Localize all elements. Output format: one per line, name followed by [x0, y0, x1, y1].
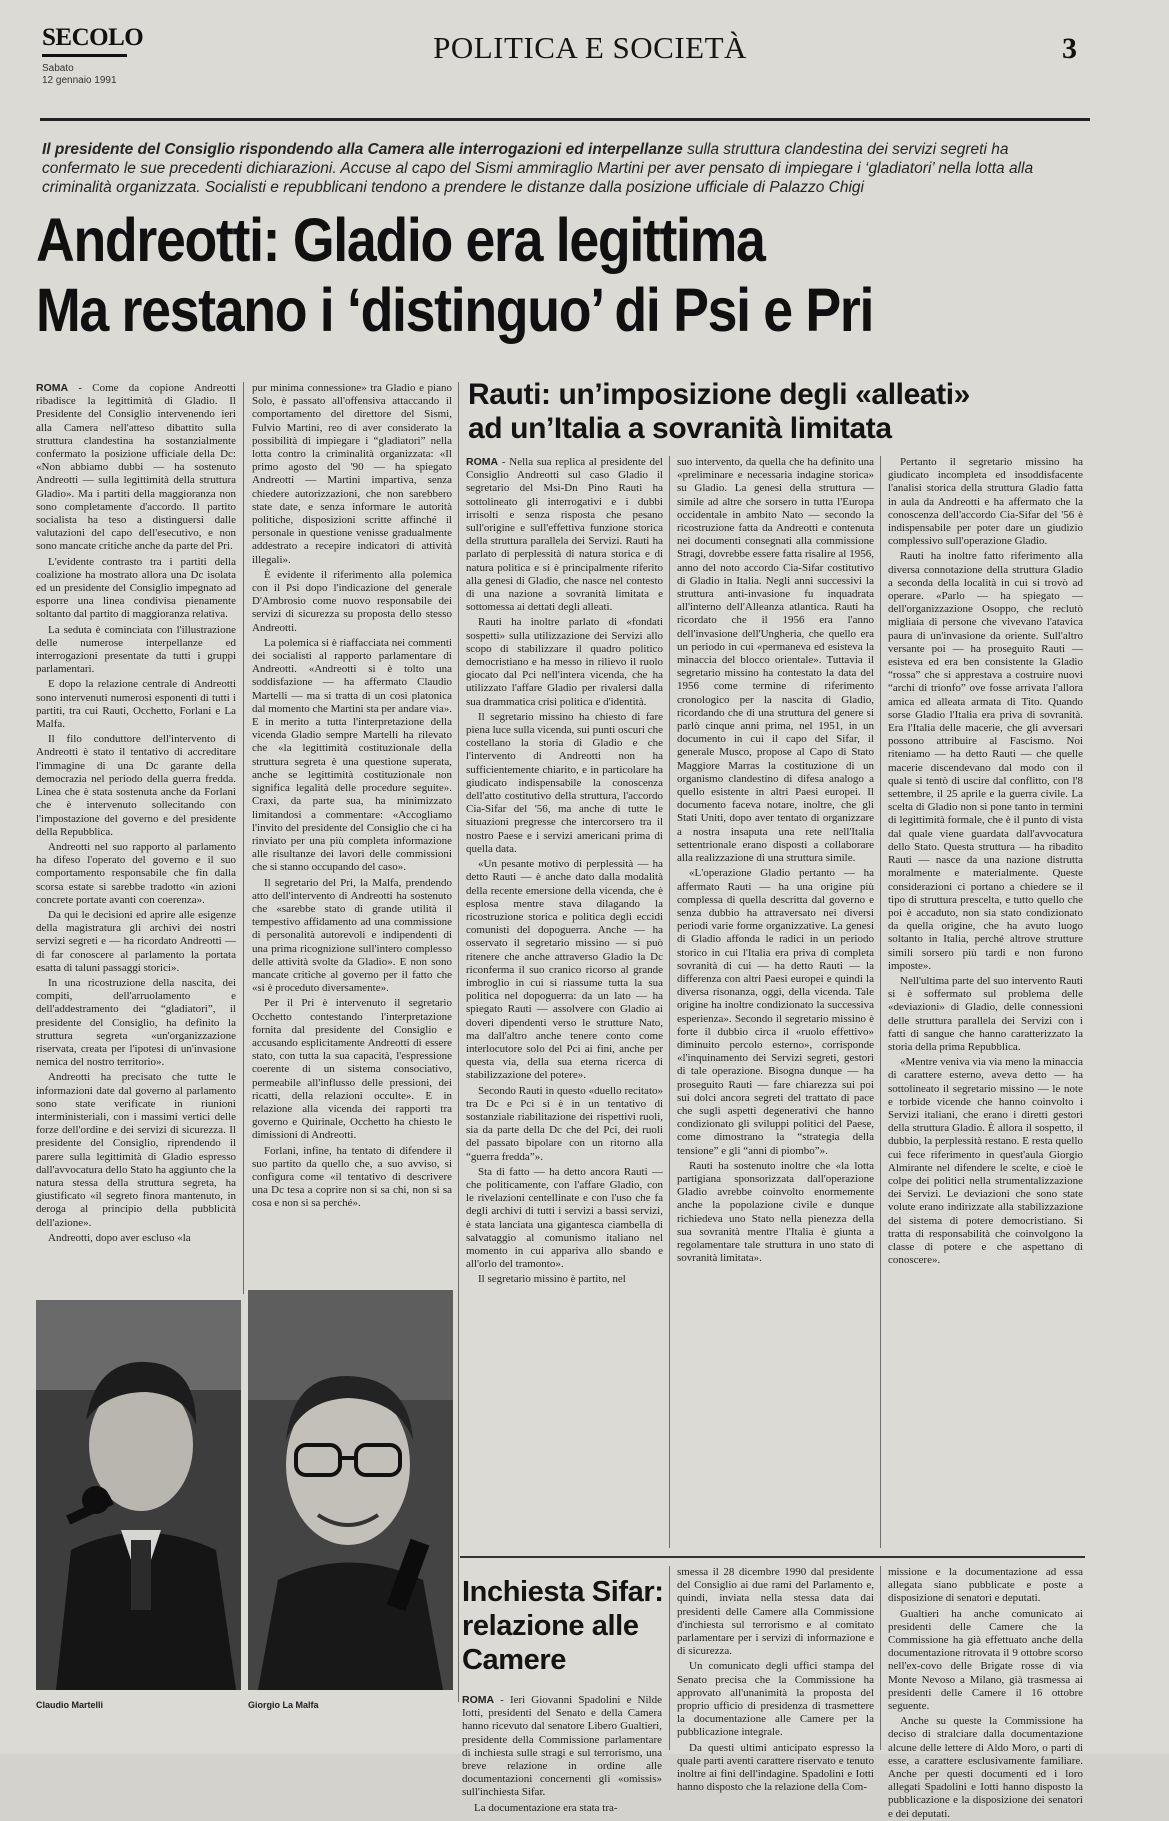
headline-line-2: Ma restano i ‘distinguo’ di Psi e Pri	[36, 276, 874, 344]
sifar-column-3	[888, 1566, 1083, 1820]
paragraph: E dopo la relazione centrale di Andreotti sono intervenuti numerosi esponenti di tutti i partiti, tra cui Rauti, Occhetto, Forlani e La Malfa.	[36, 678, 236, 731]
column-rule	[458, 382, 459, 1702]
paragraph: «Mentre veniva via via meno la minaccia di carattere esterno, aveva detto — ha sottolineato il segretario missino — le note e torbide vicende che hanno coinvolto i Servizi italiani, che erano i diretti gestori della struttura Gladio. È allora il sospetto, il dubbio, la perplessità restano. E resta quello cui fece riferimento in quest'aula Giorgio Almirante nel difendere le scelte, e cioè le colpe dei politici nella strumentalizzazione dei Servizi. Le deviazioni che sono state volute erano indirizzate alla stabilizzazione del sistema di potere democristiano. Si tratta di responsabilità che coinvolgono la classe di potere e che aspettano di conoscere».	[888, 1056, 1083, 1267]
issue-day: Sabato	[42, 63, 74, 74]
dateline: ROMA	[462, 1694, 495, 1706]
page-number: 3	[1062, 32, 1077, 65]
paragraph: Per il Pri è intervenuto il segretario Occhetto contestando l'interpretazione fornita dal presidente del Consiglio e accusando esplicitamente Andreotti di essere stato, con tutta la sua capacità, l'espressione coerente di un sistema consociativo, permeabile all'influsso delle pressioni, dei ricatti, della relazioni occulte». E in relazione alla vicenda dei rapporti tra governo e Quirinale, Occhetto ha chiesto le dimissioni di Andreotti.	[252, 997, 452, 1142]
column-rule	[669, 456, 670, 1548]
paragraph: Il segretario missino è partito, nel	[478, 1273, 626, 1286]
paragraph: In una ricostruzione della nascita, dei compiti, dell'arruolamento e dell'addestramento dei “gladiatori”, il presidente del Consiglio, ha definito la struttura segreta «un'organizzazione riservata, creata per l'ipotesi di un'invasione nemica del nostro territorio».	[36, 976, 236, 1069]
rauti-headline	[468, 378, 1078, 446]
paragraph: Il segretario missino ha chiesto di fare piena luce sulla vicenda, sui punti oscuri che costellano la storia di Gladio e che l'intervento di Andreotti non ha sufficientemente chiarito, e in particolare ha giudicato indispensabile la conoscenza dell'atto costitutivo della struttura, l'accordo Cia-Sifar del '56, ma anche di tutte le situazioni pregresse che intercorsero tra il nostro Paese e i servizi americani prima di quella data.	[466, 710, 663, 855]
newspaper-logo: SECOLO	[42, 24, 144, 51]
photo-caption-right: Giorgio La Malfa	[248, 1700, 319, 1710]
paragraph: Gualtieri ha anche comunicato ai presidenti delle Camere che la Commissione ha già effettuato anche della documentazione ritrovata il 9 ottobre scorso nell'ex-covo delle Brigate rosse di via Monte Nevoso a Milano, già trasmessa ai presidenti delle Camere il 16 ottobre seguente.	[888, 1607, 1083, 1713]
paragraph: Rauti ha inoltre parlato di «fondati sospetti» sulla utilizzazione dei Servizi allo scopo di stabilizzare il quadro politico democristiano e ha messo in rilievo il ruolo giocato dal Pci nell'intera vicenda, che ha utilizzato l'affare Gladio per rivalersi dalla sua drammatica crisi politica e d'identità.	[466, 616, 663, 708]
column-rule	[669, 1566, 670, 1750]
dateline: ROMA	[466, 456, 499, 468]
paragraph: suo intervento, da quella che ha definito una «preliminare e necessaria indagine storica» su Gladio. La genesi della struttura — simile ad altre che sorsero in tutta l'Europa occidentale in ambito Nato — secondo la ricostruzione fatta da Andreotti e contenuta nei documenti consegnati alla commissione Stragi, dovrebbe essere fatta risalire al 1956, anno del noto accordo Cia-Sifar costitutivo di Gladio in Italia. Negli anni successivi la struttura anti-invasione fu inquadrata all'interno dell'Alleanza atlantica. Rauti ha ricordato che il 1956 era l'anno dell'invasione dell'Ungheria, che quello era un periodo in cui «permaneva ed esisteva la minaccia del blocco orientale». Tuttavia il segretario missino ha contestato la data del 1956 come termine di riferimento cronologico per la nascita di Gladio, ricordando che di una struttura del genere si parlò cinque anni prima, nel 1951, in un documento in cui il capo del Sifar, il generale Musco, propose al Capo di Stato Maggiore Marras la costituzione di un organismo clandestino di difesa analogo a quello esistente in altri Paesi europei. Il documento faceva notare, inoltre, che gli Stati Uniti, dopo aver tentato di organizzare a nostra insaputa una rete nell'Italia settentrionale erano disposti a collaborare alla realizzazione di una struttura simile.	[677, 456, 874, 865]
rauti-column-2	[677, 456, 874, 1548]
section-divider	[460, 1556, 1085, 1558]
paragraph: «L'operazione Gladio pertanto — ha affermato Rauti — ha una origine più complessa di quella descritta dal governo e senza dubbio ha attraversato nei diversi periodi varie forme organizzative. La genesi di Gladio affonda le radici in un periodo storico in cui l'Italia era priva di completa sovranità di cui — ha detto Rauti — la differenza con altri Paesi europei e quindi la diversa risonanza, oggi, della vicenda. Tale origine ha inoltre condizionato la successiva esperienza». Secondo il segretario missino è forte il dubbio circa il «ruolo effettivo» diminuito percolo esterno», corrisponde «l'inquinamento dei Servizi segreti, gestori di tale operazione. Bisogna dunque — ha proseguito Rauti — fare chiarezza sui poi sui dolci ancora segreti del trattato di pace che sugli aspetti degenerativi che hanno condizionato gli sviluppi politici del Paese, come dimostrano la “strategia della tensione” e gli “anni di piombo”».	[677, 867, 874, 1157]
paragraph: Andreotti, dopo aver escluso «la	[48, 1231, 191, 1244]
deck-bold: Il presidente del Consiglio rispondendo alla Camera alle interrogazioni ed interpellanze	[42, 141, 683, 158]
paragraph: Un comunicato degli uffici stampa del Senato precisa che la Commissione ha approvato all'unanimità la proposta del proprio ufficio di presidenza di trasmettere la documentazione alle Camere per la pubblicazione integrale.	[677, 1660, 874, 1739]
paragraph: Da qui le decisioni ed aprire alle esigenze della magistratura gli archivi dei nostri servizi segreti e — ha ricordato Andreotti — di far conoscere al parlamento la portata esatta di taluni passaggi storici».	[36, 908, 236, 974]
issue-full-date: 12 gennaio 1991	[42, 75, 117, 86]
paragraph: Da questi ultimi anticipato espresso la quale parti aventi carattere riservato e tenuto inoltre ai fini dell'indagine. Spadolini e Iotti hanno disposto che la relazione della Com-	[677, 1741, 874, 1794]
paragraph: Andreotti nel suo rapporto al parlamento ha difeso l'operato del governo e il suo comportamento responsabile che fin dalla scorsa estate si sarebbe tradotto «in azioni concrete portate avanti con coerenza».	[36, 840, 236, 906]
paragraph: Rauti ha sostenuto inoltre che «la lotta partigiana sponsorizzata dall'operazione Gladio avrebbe coinvolto enormemente anche la popolazione civile e dunque richiedeva uno Stato nella pienezza della sua sovranità mentre l'Italia è giunta a regolamentare tale struttura in uno stato di sovranità limitata».	[677, 1159, 874, 1265]
rauti-column-3	[888, 456, 1083, 1548]
paragraph: ROMA - Nella sua replica al presidente del Consiglio Andreotti sul caso Gladio il segretario del Msi-Dn Pino Rauti ha sottolineato gli interrogativi e i dubbi irrisolti e senza risposta che pesano sull'origine e sull'effettiva funzione storica della struttura parallela dei Servizi. Rauti ha parlato di perplessità di natura storica e di natura politica e si è principalmente riferito alla genesi di Gladio, che nasce nel contesto di una nazione a sovranità limitata e sottomessa ai dettati degli alleati.	[466, 456, 663, 614]
deck-text: sulla struttura clandestina dei servizi segreti ha confermato le sue precedenti dichiarazioni. Accuse al capo del Sismi ammiraglio Martini per aver pensato di impiegare i ‘gladiatori’ nella lotta alla criminalità organizzata. Socialisti e repubblicani tendono a prendere le distanze dalla posizione ufficiale di Palazzo Chigi	[42, 141, 1034, 196]
paragraph: Pertanto il segretario missino ha giudicato incompleta ed insoddisfacente l'analisi storica della struttura Gladio fatta in aula da Andreotti e ha affermato che la conoscenza dell'accordo Cia-Sifar del '56 è indispensabile per poter dare un giudizio complessivo sull'operazione Gladio.	[888, 456, 1083, 548]
paragraph: La documentazione era stata tra-	[474, 1801, 618, 1814]
sifar-column-2	[677, 1566, 874, 1794]
main-article-column-1	[36, 382, 236, 1294]
rauti-headline-line-1: Rauti: un’imposizione degli «alleati»	[468, 378, 970, 411]
paragraph: missione e la documentazione ad essa allegata siano pubblicate e poste a disposizione di senatori e deputati.	[888, 1566, 1083, 1605]
paragraph: La polemica si è riaffacciata nei commenti dei socialisti al rapporto parlamentare di Andreotti. «Andreotti si è tolto una soddisfazione — ha affermato Claudio Martelli — ma si tratta di un così platonica dal momento che Martini sta per andare via». E in merito a tutta l'interpretazione della vicenda Gladio sempre Martelli ha rilevato che «la legittimità costituzionale della struttura segreta è una questione superata, anche se legittimità costituzionale non significa legalità delle procedure seguite». Craxi, da parte sua, ha minimizzato limitandosi a commentare: «Accogliamo l'invito del presidente del Consiglio che ci ha rinviato per una più completa informazione alle risultanze dei lavori delle commissioni che si stanno occupando del caso».	[252, 636, 452, 874]
photo-claudio-martelli	[36, 1300, 241, 1690]
headline-line-1: Andreotti: Gladio era legittima	[36, 206, 765, 274]
portrait-photo	[248, 1290, 453, 1690]
paragraph: L'evidente contrasto tra i partiti della coalizione ha mostrato allora una Dc isolata ed un presidente del Consiglio impegnato ad esporre una linea condivisa pienamente soltanto dal partito di maggioranza relativa.	[36, 555, 236, 621]
paragraph: Forlani, infine, ha tentato di difendere il suo partito da quello che, a suo avviso, si configura come «il tentativo di descrivere una Dc tesa a coprire non si sa chi, non si sa cosa e non si sa perché».	[252, 1144, 452, 1210]
photo-caption-left: Claudio Martelli	[36, 1700, 104, 1710]
issue-date	[42, 63, 117, 87]
paragraph: Nell'ultima parte del suo intervento Rauti si è soffermato sul problema delle «deviazioni» di Gladio, delle connessioni delle struttura parallela dei Servizi con i fatti di sangue che hanno caratterizzato la storia della prima Repubblica.	[888, 974, 1083, 1053]
paragraph: Il filo conduttore dell'intervento di Andreotti è stato il tentativo di accreditare l'immagine di una Dc garante della democrazia nel periodo della guerra fredda. Linea che è stata sostenuta anche da Forlani che è intervenuto sollecitando con l'impostazione del governo e del presidente della Repubblica.	[36, 733, 236, 838]
article-deck	[42, 140, 1062, 197]
section-title: POLITICA E SOCIETÀ	[433, 30, 747, 65]
column-rule	[880, 456, 881, 1548]
rauti-headline-line-2: ad un’Italia a sovranità limitata	[468, 412, 892, 445]
paragraph: Rauti ha inoltre fatto riferimento alla diversa connotazione della struttura Gladio a seconda della località in cui si trovò ad operare. «Parlo — ha spiegato — dell'organizzazione Osoppo, che reclutò migliaia di persone che vivevano l'atavica paura di un'invasione da oriente. Sull'altro versante poi — ha proseguito Rauti — esisteva ed era ben consistente la Gladio “rossa” che si apprestava a costruire nuovi “archi di trionfo” ove fosse arrivata l'allora amica ed alleata armata di Tito. Quando sorse Gladio l'Italia era priva di sovranità. Era l'Italia delle macerie, che gli avversari possono attribuire al Fascismo. Noi riteniamo — ha detto Rauti — che quelle macerie discendevano dal modo con il quale si tentò di uscire dal conflitto, con l'8 settembre, il 25 aprile e la guerra civile. La scelta di Gladio non si pone tanto in termini di legittimità formale, che è il punto di vista dal quale viene guardata dall'avvocatura dello Stato. Questa struttura — ha ribadito Rauti — nasce da una nazione distrutta moralmente e materialmente. Queste considerazioni ci portano a chiedere se il tipo di struttura prescelta, e tutto quello che poi è accaduto, non sia stato condizionato da quella origine, che ha avuto luogo soltanto in Italia, perché altrove strutture simili sorsero più tardi e non furono imposte».	[888, 550, 1083, 972]
paragraph: Sta di fatto — ha detto ancora Rauti — che politicamente, con l'affare Gladio, con le rivelazioni centellinate e con l'uso che fa degli archivi di tutti i servizi a bassi servizi, è stata lanciata una gigantesca ciambella di salvataggio al comunismo italiano nel momento in cui appariva allo sbando e all'orlo del tramonto».	[466, 1165, 663, 1271]
paragraph: pur minima connessione» tra Gladio e piano Solo, è passato all'offensiva attaccando il comportamento del direttore del Sismi, Fulvio Martini, reo di aver considerato la possibilità di impiegare i “gladiatori” nella lotta contro la criminalità organizzata: «Il primo agosto del '90 — ha spiegato Andreotti — Martini impartiva, senza chiedere autorizzazioni, che non sarebbero state date, e senza informare le autorità politiche, disposizioni scritte affinché il personale in questione venisse gradualmente addestrato a recepire indicatori di attività illegali».	[252, 382, 452, 566]
paragraph: Secondo Rauti in questo «duello recitato» tra Dc e Pci si è in un tentativo di sostanziale riabilitazione dei rispettivi ruoli, sia da parte della Dc che del Pci, dei ruoli del passato bipolare con un ritorno alla “guerra fredda”».	[466, 1084, 663, 1163]
main-headline	[36, 205, 951, 345]
dateline: ROMA	[36, 382, 69, 394]
masthead-rule	[40, 118, 1090, 121]
paragraph: Il segretario del Pri, la Malfa, prendendo atto dell'intervento di Andreotti ha sostenuto che «sarebbe stato di grande utilità il tempestivo affidamento ad una commissione di personalità autorevoli e indipendenti di una prima ricognizione sull'intero complesso delle attività svolte da Gladio». E non sono mancate critiche al governo per il fatto che «si è proceduto diversamente».	[252, 876, 452, 995]
column-rule	[880, 1566, 881, 1750]
main-article-column-2	[252, 382, 452, 1294]
rauti-column-1	[466, 456, 663, 1548]
paragraph: ROMA - Come da copione Andreotti ribadisce la legittimità di Gladio. Il Presidente del Consiglio intervenendo ieri alla Camera nell'atteso dibattito sulla struttura clandestina ha sostanzialmente confermato la posizione ufficiale della Dc: «Non abbiamo dubbi — ha sostenuto Andreotti — sulla legittimità della struttura Gladio». Ma i partiti della maggioranza non sono completamente d'accordo. Il partito socialista ha teso a distinguersi dalle valutazioni del capo dell'esecutivo, e non sono mancate critiche anche da parte del Pri.	[36, 382, 236, 553]
paragraph: smessa il 28 dicembre 1990 dal presidente del Consiglio ai due rami del Parlamento e, quindi, inviata nella stessa data dai presidenti delle Camere alla Commissione d'inchiesta sul terrorismo e al comitato parlamentare per i servizi di informazione e di sicurezza.	[677, 1566, 874, 1658]
paragraph: È evidente il riferimento alla polemica con il Psi dopo l'indicazione del generale D'Ambrosio come nuovo responsabile dei servizi di sicurezza su proposta dello stesso Andreotti.	[252, 568, 452, 634]
portrait-photo	[36, 1300, 241, 1690]
column-rule	[243, 382, 244, 1294]
sifar-headline: Inchiesta Sifar: relazione alle Camere	[462, 1576, 664, 1676]
sifar-column-1	[462, 1694, 662, 1814]
logo-underline	[42, 54, 127, 57]
photo-giorgio-la-malfa	[248, 1290, 453, 1690]
paragraph: La seduta è cominciata con l'illustrazione delle numerose interpellanze ed interrogazioni presentate da tutti i gruppi parlamentari.	[36, 623, 236, 676]
paragraph: ROMA - Ieri Giovanni Spadolini e Nilde Iotti, presidenti del Senato e della Camera hanno ricevuto dal senatore Libero Gualtieri, presidente della Commissione parlamentare di inchiesta sulle stragi e sul terrorismo, una breve relazione in ordine alle documentazioni concernenti gli «omissis» sull'inchiesta Sifar.	[462, 1694, 662, 1799]
paragraph: Andreotti ha precisato che tutte le informazioni date dal governo al parlamento sono state verificate in riunioni interministeriali, con i massimi vertici delle forze dell'ordine e dei servizi di sicurezza. Il presidente del Consiglio, riprendendo il parere sulla legittimità di Gladio espresso dall'avvocatura dello Stato ha aggiunto che la natura stessa della struttura segreta, ha giustificato «il segreto finora mantenuto, in deroga al principio della pubblicità dell'azione».	[36, 1071, 236, 1229]
paragraph: Anche su queste la Commissione ha deciso di stralciare dalla documentazione alcune delle lettere di Aldo Moro, o parti di esse, a carattere esclusivamente familiare. Anche per questi documenti ed i loro allegati Spadolini e Iotti hanno disposto la pubblicazione e la disposizione dei senatori e dei deputati.	[888, 1715, 1083, 1820]
paragraph: «Un pesante motivo di perplessità — ha detto Rauti — è anche dato dalla modalità della recente emersione della vicenda, che è esplosa mentre stava dilagando la ricostruzione storica e politica degli eccidi comunisti del dopoguerra. Anche — ha osservato il segretario missino — si può ritenere che anche attraverso Gladio la Dc riconferma il suo cranico ricorso al grande imbroglio in cui si riassume tutta la sua politica nel dopoguerra: da un lato — ha spiegato Rauti — assolvere con Gladio ai doveri dipendenti verso le strutture Nato, ma dall'altro anche tenere conto come interlocutore solo del Pci ai fini, anche per questa via, della sua eterna ricerca di stabilizzazione del potere».	[466, 858, 663, 1082]
